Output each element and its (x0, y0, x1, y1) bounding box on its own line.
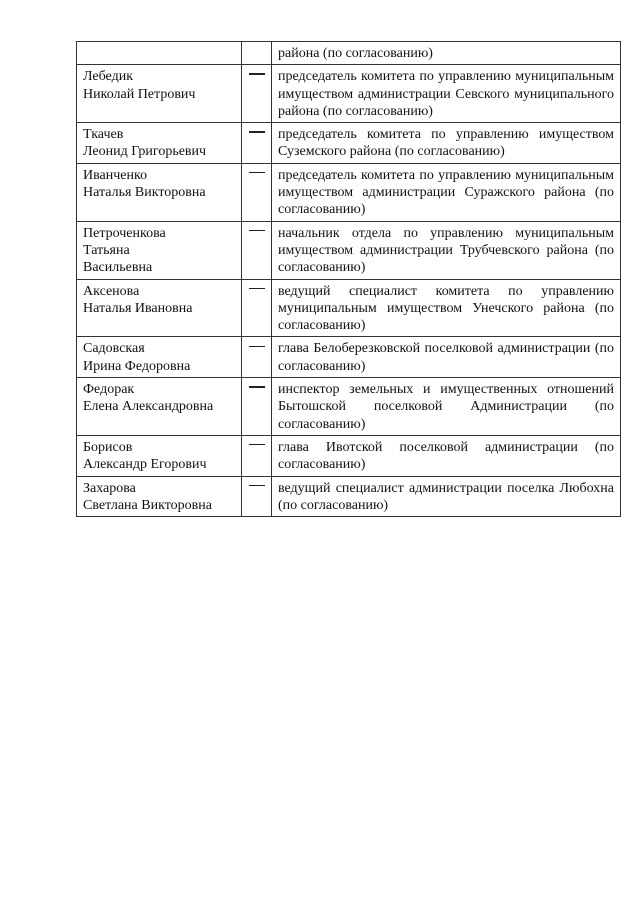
dash-mark (249, 444, 265, 445)
member-position-cell (272, 378, 621, 436)
table-row (77, 337, 621, 378)
member-given-names: Наталья Ивановна (83, 300, 193, 316)
member-given-names: Николай Петрович (83, 86, 196, 102)
dash-cell (242, 435, 272, 476)
member-surname: Петроченкова (83, 225, 166, 241)
member-name-cell (77, 123, 242, 164)
table-row (77, 378, 621, 436)
member-position-cell (272, 123, 621, 164)
member-name-cell (77, 279, 242, 337)
dash-mark (249, 131, 265, 132)
table-row (77, 163, 621, 221)
dash-mark (249, 172, 265, 173)
member-name-cell (77, 163, 242, 221)
member-position: председатель комитета по управлению муниципальным имуществом администрации Суражского района (по согласованию) (278, 167, 614, 218)
dash-cell (242, 65, 272, 123)
dash-cell (242, 163, 272, 221)
member-position: глава Белоберезковской поселковой администрации (по согласованию) (278, 341, 614, 374)
dash-mark (249, 73, 265, 74)
member-position-cell (272, 476, 621, 517)
members-table-body (77, 42, 621, 517)
dash-cell (242, 279, 272, 337)
member-name-cell (77, 378, 242, 436)
member-name-cell (77, 65, 242, 123)
dash-mark (249, 386, 265, 387)
member-name-cell (77, 476, 242, 517)
member-position: инспектор земельных и имущественных отношений Бытошской поселковой Администрации (по согласованию) (278, 382, 614, 432)
member-patronymic: Васильевна (83, 260, 153, 276)
dash-cell (242, 378, 272, 436)
member-surname: Лебедик (83, 69, 133, 85)
member-position: района (по согласованию) (278, 46, 433, 61)
table-row (77, 221, 621, 279)
dash-mark (249, 288, 265, 289)
member-position: глава Ивотской поселковой администрации (по согласованию) (278, 439, 614, 473)
member-surname: Захарова (83, 480, 136, 496)
table-row (77, 65, 621, 123)
member-position: начальник отдела по управлению муниципальным имуществом администрации Трубчевского района (по согласованию) (278, 225, 614, 276)
dash-cell (242, 42, 272, 65)
table-row (77, 435, 621, 476)
table-row (77, 476, 621, 517)
table-row (77, 279, 621, 337)
member-name-cell (77, 221, 242, 279)
member-position-cell (272, 435, 621, 476)
dash-cell (242, 476, 272, 517)
commission-members-table (76, 41, 621, 517)
member-surname: Иванченко (83, 167, 148, 183)
member-position-cell (272, 42, 621, 65)
dash-mark (249, 346, 265, 347)
member-given-names: Елена Александровна (83, 399, 214, 415)
member-name-cell (77, 42, 242, 65)
table-row (77, 123, 621, 164)
table-row (77, 42, 621, 65)
dash-cell (242, 123, 272, 164)
member-position-cell (272, 279, 621, 337)
member-given-names: Александр Егорович (83, 457, 207, 473)
member-surname: Садовская (83, 341, 145, 357)
dash-cell (242, 337, 272, 378)
member-position: ведущий специалист администрации поселка Любохна (по согласованию) (278, 480, 614, 513)
member-position-cell (272, 65, 621, 123)
dash-mark (249, 230, 265, 231)
member-name-cell (77, 337, 242, 378)
member-position: ведущий специалист комитета по управлению муниципальным имуществом Унечского района (по согласованию) (278, 283, 614, 334)
dash-cell (242, 221, 272, 279)
member-position: председатель комитета по управлению муниципальным имуществом администрации Севского муниципального района (по согласованию) (278, 69, 614, 119)
member-position-cell (272, 337, 621, 378)
member-position-cell (272, 221, 621, 279)
member-given-names: Наталья Викторовна (83, 185, 206, 201)
member-given-names: Леонид Григорьевич (83, 144, 207, 160)
dash-mark (249, 485, 265, 486)
member-given-names: Ирина Федоровна (83, 358, 191, 374)
member-given-names: Светлана Викторовна (83, 497, 212, 513)
member-given-name: Татьяна (83, 242, 130, 258)
member-position: председатель комитета по управлению имуществом Суземского района (по согласованию) (278, 127, 614, 160)
member-name-cell (77, 435, 242, 476)
member-surname: Федорак (83, 382, 135, 398)
member-position-cell (272, 163, 621, 221)
member-surname: Ткачев (83, 127, 124, 143)
member-surname: Аксенова (83, 283, 140, 299)
member-surname: Борисов (83, 439, 133, 455)
